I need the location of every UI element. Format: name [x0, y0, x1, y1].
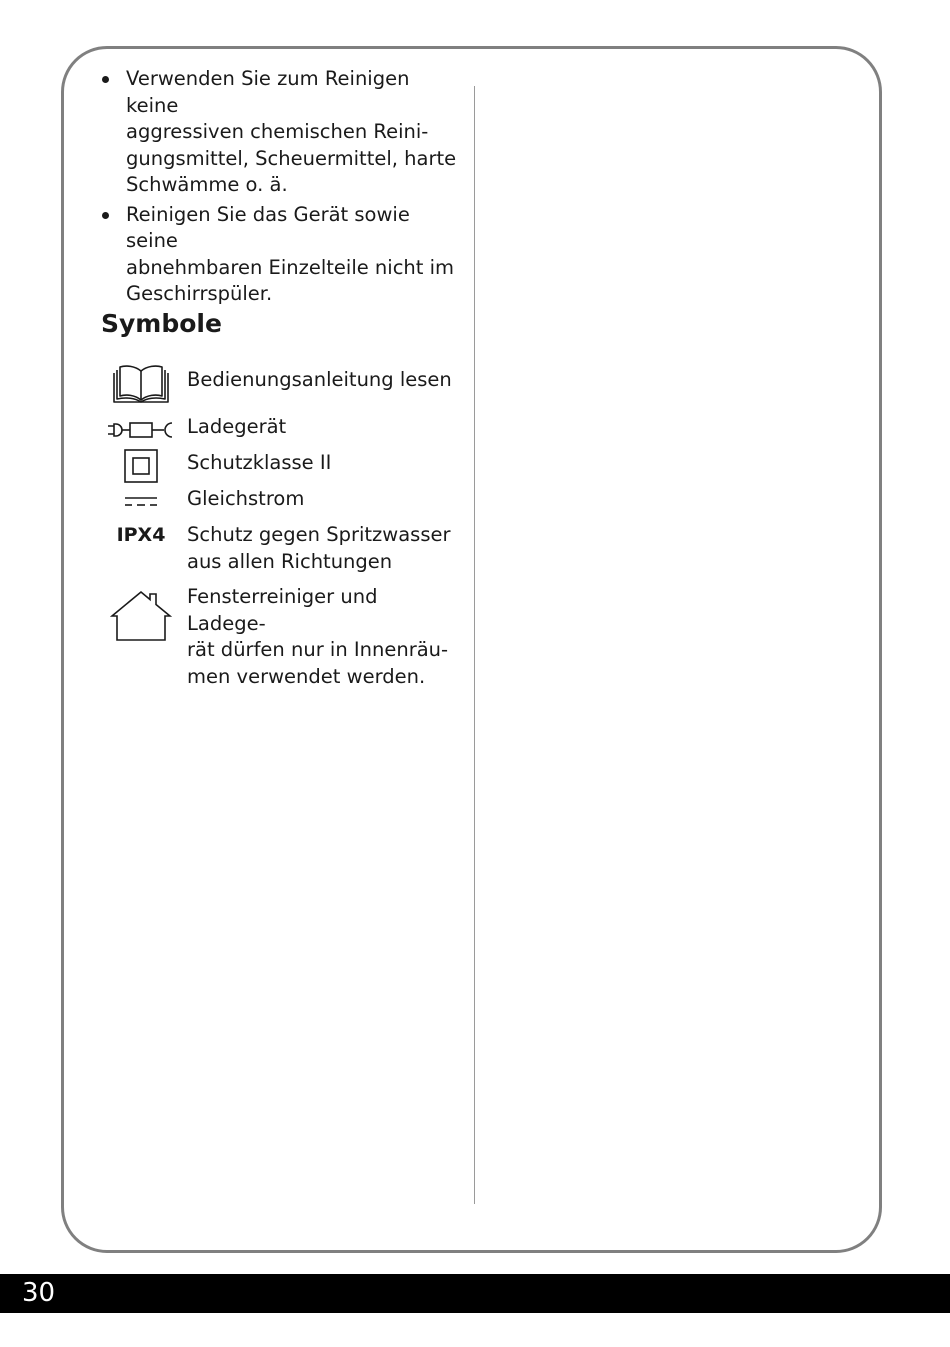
bullet-dot-icon	[102, 212, 109, 219]
symbol-label: Bedienungsanleitung lesen	[187, 368, 452, 391]
footer-bar	[0, 1274, 950, 1313]
bullet-line: Verwenden Sie zum Reinigen keine	[126, 67, 410, 117]
bullet-line: Geschirrspüler.	[126, 282, 273, 305]
symbol-label: Fensterreiniger und Ladege- rät dürfen nur in Innenräu- men verwendet werden.	[187, 585, 449, 688]
bullet-line: Schwämme o. ä.	[126, 173, 288, 196]
symbol-row-charger	[101, 414, 461, 444]
bullet-line: gungsmittel, Scheuermittel, harte	[126, 146, 457, 170]
bullet-dot-icon	[102, 76, 109, 83]
symbol-label: Gleichstrom	[187, 487, 305, 510]
cleaning-bullet-list	[101, 66, 461, 311]
symbol-row-manual	[101, 362, 461, 404]
house-icon	[101, 590, 181, 642]
charger-icon	[101, 420, 181, 440]
symbol-label: Schutz gegen Spritzwasser aus allen Richtungen	[187, 523, 451, 573]
symbol-label: Schutzklasse II	[187, 451, 332, 474]
symbol-row-indoor-use	[101, 584, 461, 688]
bullet-line: aggressiven chemischen Reini-	[126, 120, 429, 143]
direct-current-icon	[101, 495, 181, 509]
bullet-item	[101, 202, 461, 308]
page-number: 30	[22, 1278, 56, 1308]
bullet-line: Reinigen Sie das Gerät sowie seine	[126, 202, 410, 252]
symbol-row-ipx4	[101, 522, 461, 578]
book-icon	[101, 362, 181, 404]
ipx4-mark: IPX4	[116, 524, 166, 546]
symbol-row-direct-current	[101, 486, 461, 514]
protection-class-ii-icon	[101, 449, 181, 483]
section-title: Symbole	[101, 309, 222, 338]
symbol-label: Ladegerät	[187, 415, 287, 438]
symbol-row-protection-class	[101, 448, 461, 484]
column-divider	[474, 86, 475, 1204]
bullet-item	[101, 66, 461, 199]
bullet-line: abnehmbaren Einzelteile nicht im	[126, 255, 455, 279]
